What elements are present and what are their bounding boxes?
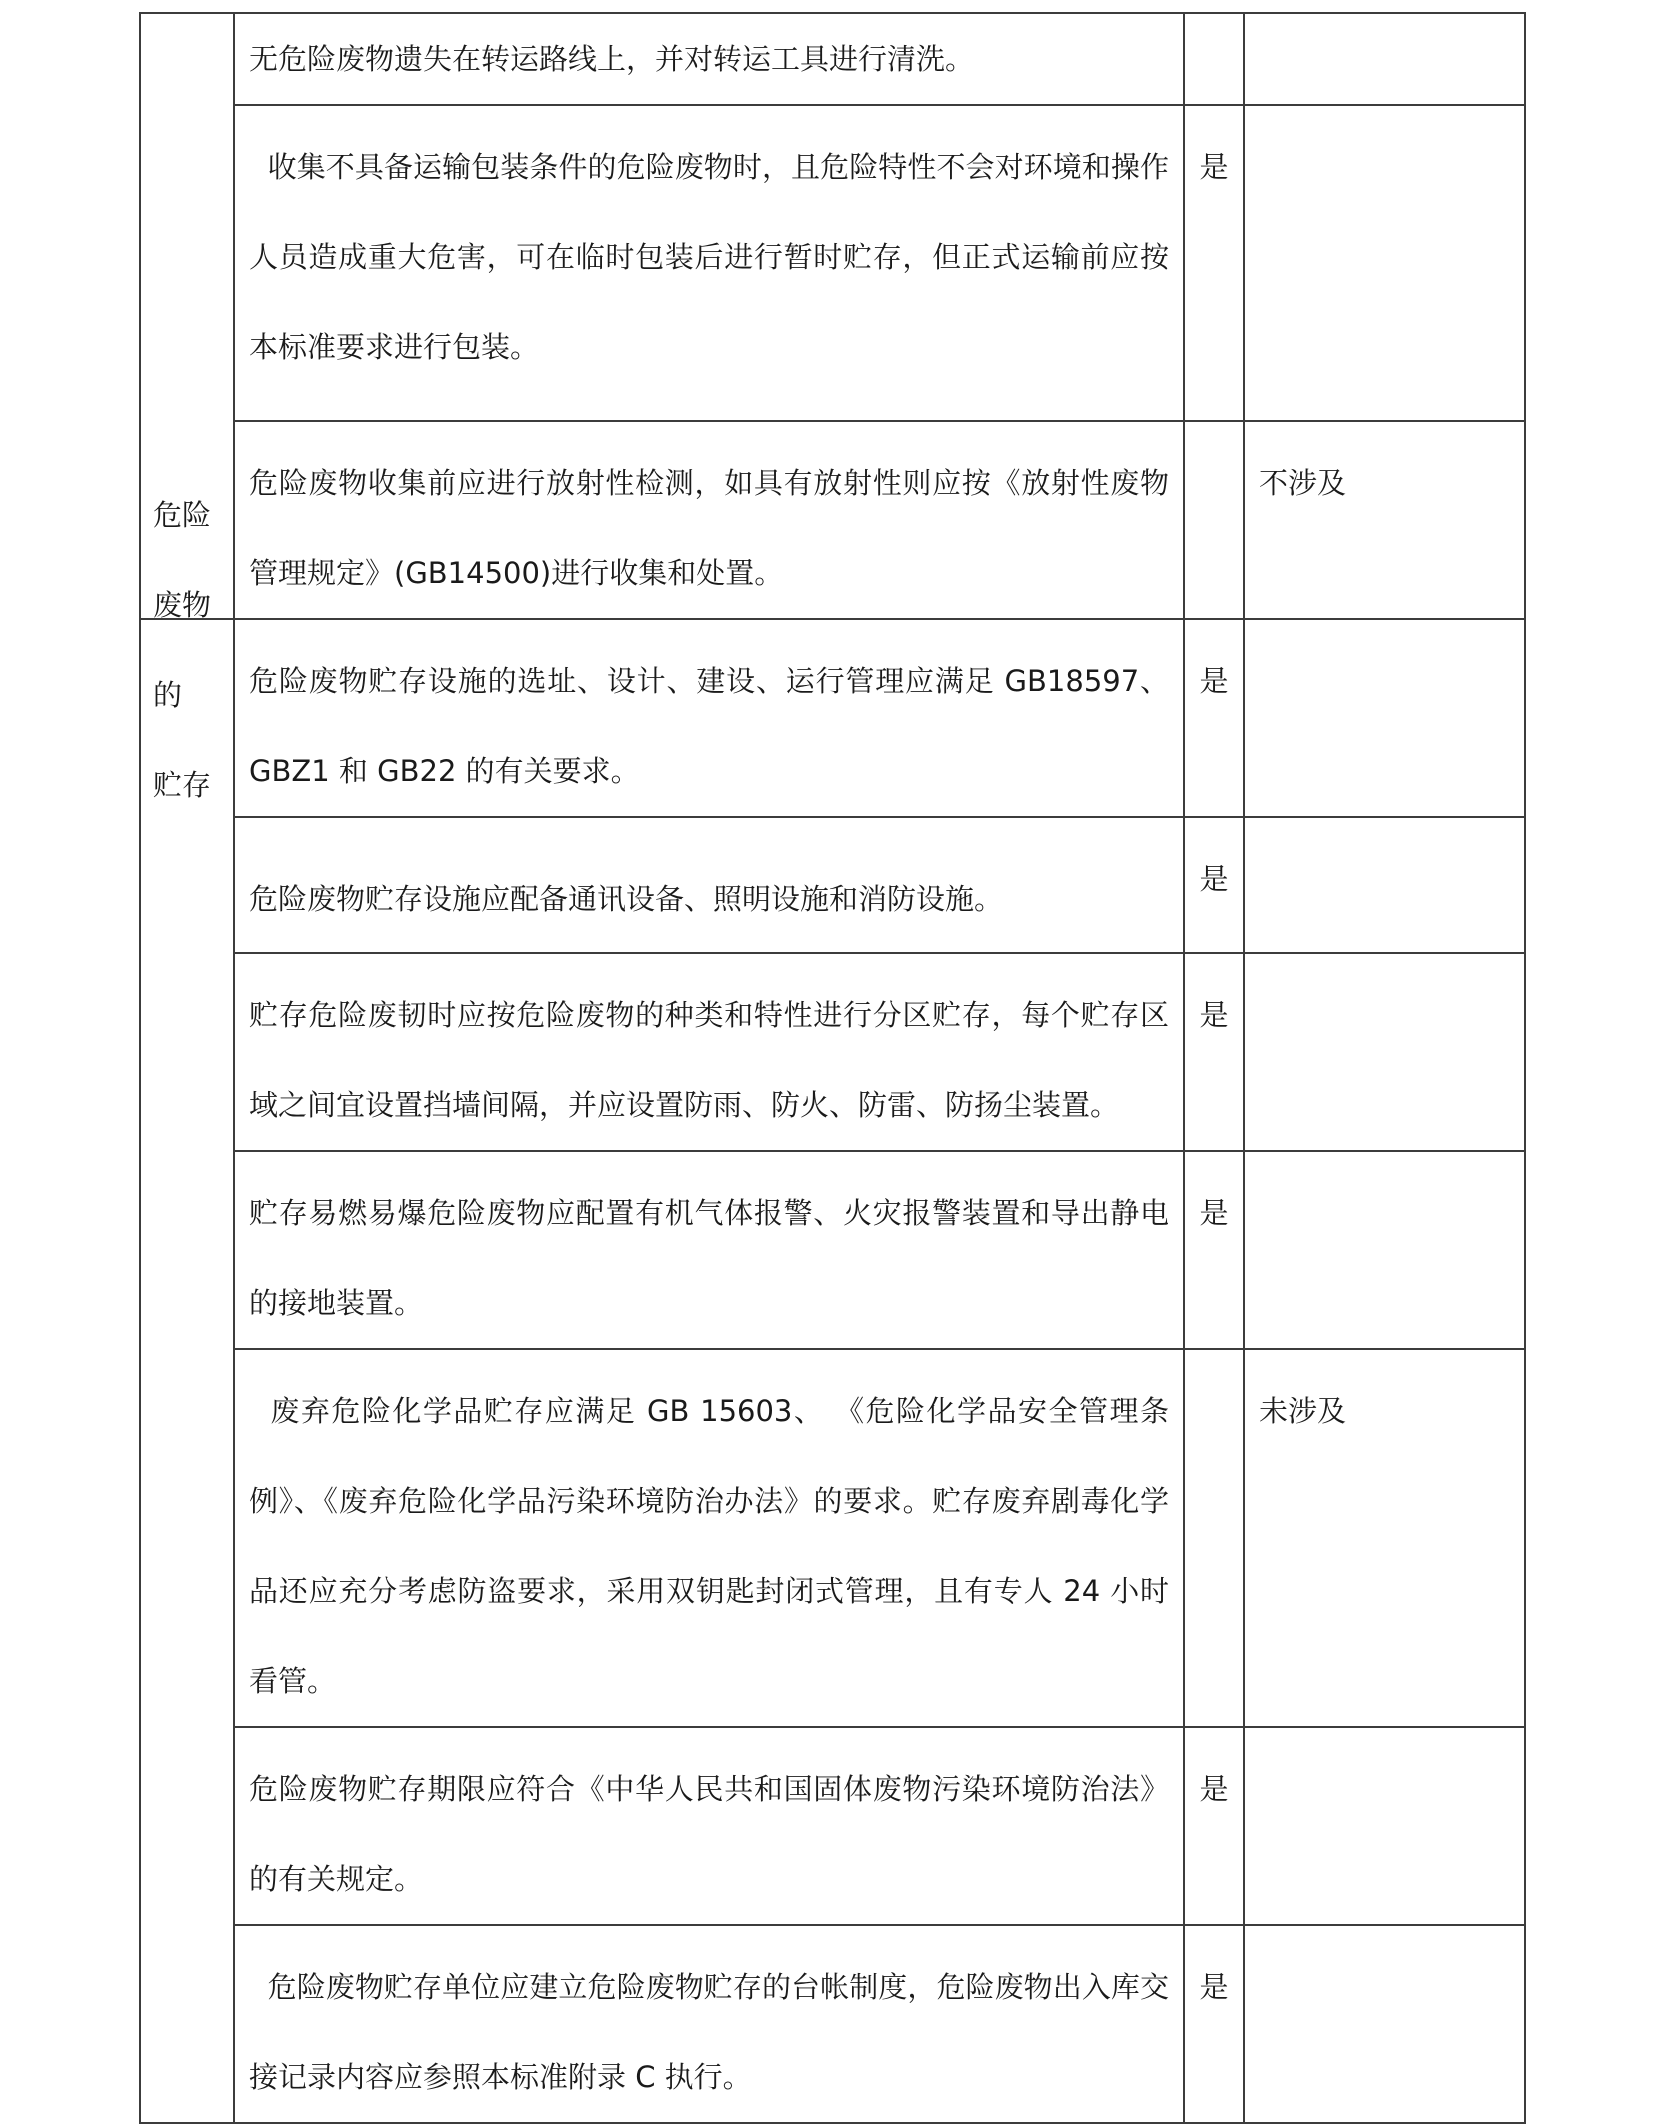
compliance-cell xyxy=(1184,1151,1244,1349)
table-row xyxy=(140,953,1525,1151)
note-cell xyxy=(1244,817,1525,953)
note-cell xyxy=(1244,1151,1525,1349)
requirement-text: 收集不具备运输包装条件的危险废物时，且危险特性不会对环境和操作人员造成重大危害，可在临时包装后进行暂时贮存，但正式运输前应按本标准要求进行包装。 xyxy=(249,150,1169,364)
compliance-value: 是 xyxy=(1199,1196,1229,1230)
table-row xyxy=(140,105,1525,421)
requirement-cell xyxy=(234,817,1184,953)
compliance-value: 是 xyxy=(1199,862,1229,896)
requirement-text: 贮存危险废韧时应按危险废物的种类和特性进行分区贮存，每个贮存区域之间宜设置挡墙间隔，并应设置防雨、防火、防雷、防扬尘装置。 xyxy=(249,998,1169,1122)
compliance-cell xyxy=(1184,619,1244,817)
requirement-cell xyxy=(234,619,1184,817)
requirement-cell xyxy=(234,1349,1184,1727)
requirement-text: 无危险废物遗失在转运路线上，并对转运工具进行清洗。 xyxy=(249,42,975,76)
requirement-cell xyxy=(234,1727,1184,1925)
table-row xyxy=(140,13,1525,105)
compliance-value: 是 xyxy=(1199,664,1229,698)
requirement-text: 危险废物收集前应进行放射性检测，如具有放射性则应按《放射性废物管理规定》(GB14500)进行收集和处置。 xyxy=(249,466,1169,590)
table-row xyxy=(140,1349,1525,1727)
table-row xyxy=(140,619,1525,817)
note-cell xyxy=(1244,1349,1525,1727)
note-cell xyxy=(1244,1727,1525,1925)
requirement-text: 危险废物贮存设施应配备通讯设备、照明设施和消防设施。 xyxy=(249,882,1004,916)
compliance-cell xyxy=(1184,1349,1244,1727)
note-cell xyxy=(1244,953,1525,1151)
compliance-cell xyxy=(1184,817,1244,953)
requirement-text: 危险废物贮存单位应建立危险废物贮存的台帐制度，危险废物出入库交接记录内容应参照本标准附录 C 执行。 xyxy=(249,1970,1169,2094)
note-cell xyxy=(1244,619,1525,817)
requirement-cell xyxy=(234,13,1184,105)
note-cell xyxy=(1244,13,1525,105)
note-cell xyxy=(1244,1925,1525,2123)
requirement-cell xyxy=(234,1925,1184,2123)
table-row xyxy=(140,1727,1525,1925)
compliance-cell xyxy=(1184,953,1244,1151)
requirement-text: 危险废物贮存设施的选址、设计、建设、运行管理应满足 GB18597、GBZ1 和 GB22 的有关要求。 xyxy=(249,664,1169,788)
table-row xyxy=(140,1151,1525,1349)
requirement-text: 废弃危险化学品贮存应满足 GB 15603、 《危险化学品安全管理条例》、《废弃危险化学品污染环境防治办法》的要求。贮存废弃剧毒化学品还应充分考虑防盗要求，采用双钥匙封闭式管理，且有专人 24 小时看管。 xyxy=(249,1394,1169,1698)
requirement-cell xyxy=(234,953,1184,1151)
compliance-value: 是 xyxy=(1199,998,1229,1032)
note-cell xyxy=(1244,421,1525,619)
note-value: 不涉及 xyxy=(1259,466,1347,500)
compliance-value: 是 xyxy=(1199,150,1229,184)
requirement-text: 危险废物贮存期限应符合《中华人民共和国固体废物污染环境防治法》的有关规定。 xyxy=(249,1772,1169,1896)
category-cell-storage xyxy=(140,498,234,2123)
category-label-line: 的 xyxy=(153,678,183,712)
compliance-cell xyxy=(1184,421,1244,619)
compliance-value: 是 xyxy=(1199,1772,1229,1806)
compliance-cell xyxy=(1184,13,1244,105)
requirement-cell xyxy=(234,1151,1184,1349)
note-cell xyxy=(1244,105,1525,421)
compliance-cell xyxy=(1184,105,1244,421)
table-row xyxy=(140,817,1525,953)
compliance-value: 是 xyxy=(1199,1970,1229,2004)
table-row xyxy=(140,421,1525,619)
note-value: 未涉及 xyxy=(1259,1394,1347,1428)
category-label-line: 贮存 xyxy=(153,768,212,802)
requirement-cell xyxy=(234,421,1184,619)
requirement-cell xyxy=(234,105,1184,421)
category-label-line: 废物 xyxy=(153,588,212,622)
requirement-text: 贮存易燃易爆危险废物应配置有机气体报警、火灾报警装置和导出静电的接地装置。 xyxy=(249,1196,1169,1320)
compliance-cell xyxy=(1184,1925,1244,2123)
table-row xyxy=(140,1925,1525,2123)
checklist-table xyxy=(139,12,1526,2124)
category-label-line: 危险 xyxy=(153,498,212,532)
compliance-cell xyxy=(1184,1727,1244,1925)
